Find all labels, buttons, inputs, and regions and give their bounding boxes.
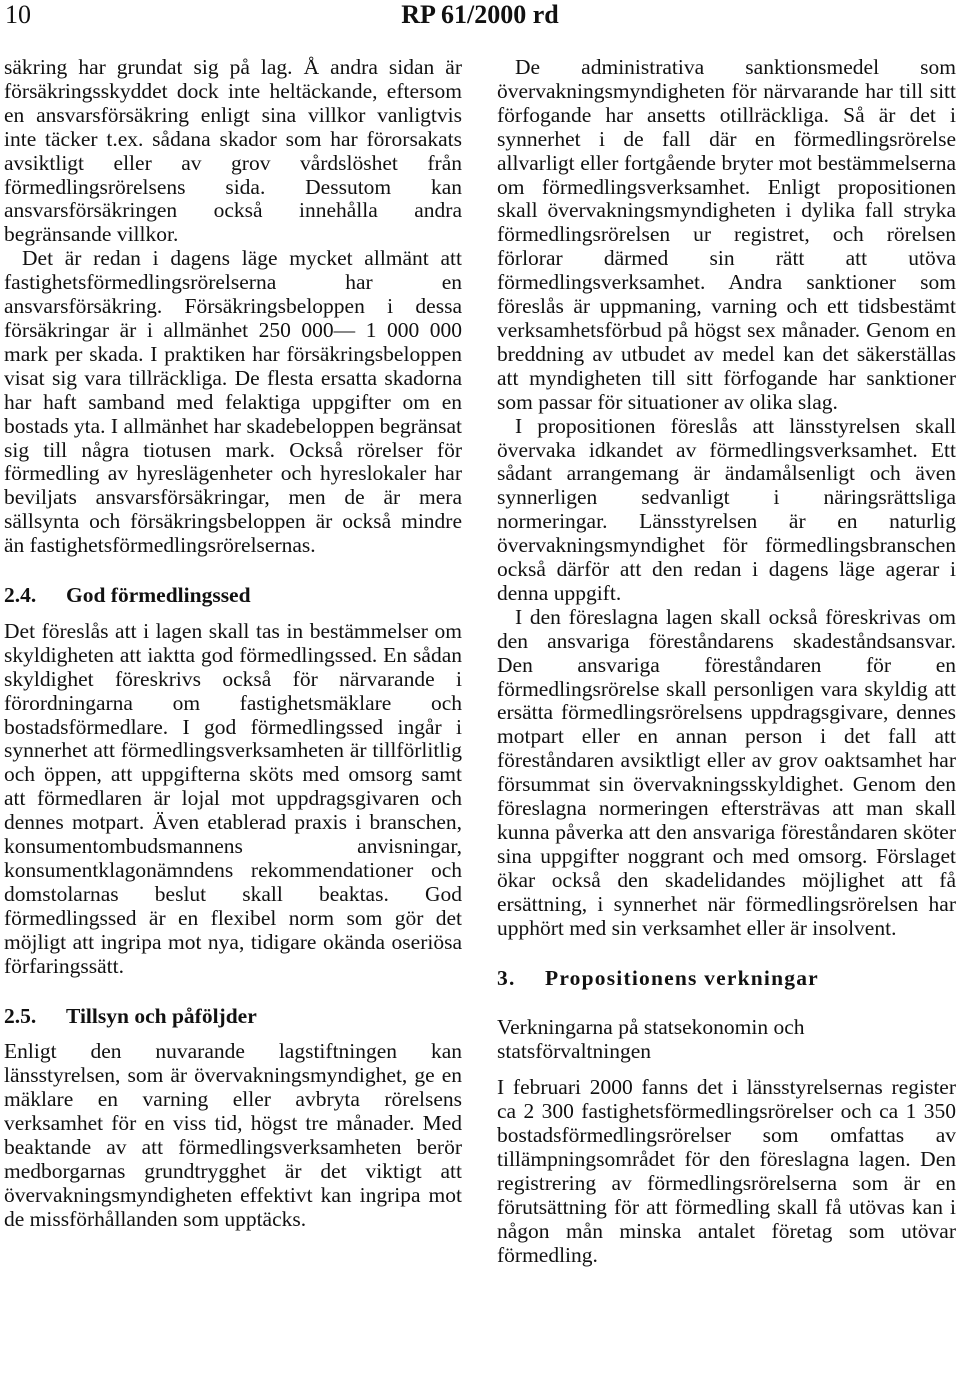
paragraph: säkring har grundat sig på lag. Å andra sidan är försäkringsskyddet dock inte heltäckande, eftersom en ansvarsförsäkring enligt sina villkor vanligtvis inte täcker t.ex. sådana skador som har förorsakats avsiktligt eller av grov vårdslöshet från förmedlingsrörelsens sida. Dessutom kan ansvarsförsäkringen också innehålla andra begränsande villkor. <box>4 55 462 247</box>
paragraph: De administrativa sanktionsmedel som övervakningsmyndigheten för närvarande har till sitt förfogande har ansetts otillräckliga. Så är det i synnerhet i de fall där en förmedlingsrörelse allvarligt eller fortgående bryter mot bestämmelserna om förmedlingsverksamhet. Enligt propositionen skall övervakningsmyndigheten i dylika fall stryka förmedlingsrörelsen ur registret, och rörelsen förlorar därmed sin rätt att utöva förmedlingsverksamhet. Andra sanktioner som föreslås är uppmaning, varning och ett tidsbestämt verksamhetsförbud på högst sex månader. Genom en breddning av utbudet av medel kan det säkerställas att myndigheten till sitt förfogande har sanktioner som passar för situationer av olika slag. <box>497 55 956 414</box>
section-number: 3. <box>497 965 516 990</box>
paragraph: I den föreslagna lagen skall också föreskrivas om den ansvariga föreståndarens skadeståndsansvar. Den ansvariga föreståndaren för en förmedlingsrörelse skall personligen vara skyldig att ersätta förmedlingsrörelsens uppdragsgivare, dennes motpart eller en annan person i det fall att föreståndaren avsiktligt eller av grov oaktsamhet har försummat sin övervakningsskyldighet. Genom den föreslagna normeringen eftersträvas att man skall kunna påverka att den ansvariga föreståndaren sköter sina uppgifter noggrant och med omsorg. Förslaget ökar också den skadelidandes möjlighet att få ersättning, i synnerhet när förmedlingsrörelsen har upphört med sin verksamhet eller är insolvent. <box>497 604 956 940</box>
section-heading-2-4 <box>4 584 462 608</box>
running-head: RP 61/2000 rd <box>401 0 559 29</box>
paragraph: I februari 2000 fanns det i länsstyrelsernas register ca 2 300 fastighetsförmedlingsrörelser och ca 1 350 bostadsförmedlingsrörelser som omfattas av tillämpningsområdet för den föreslagna lagen. Den registrering av förmedlingsrörelserna som är en förutsättning för att förmedling skall få utövas kan i någon mån minska antalet företag som utövar förmedling. <box>497 1075 956 1267</box>
section-number: 2.4. <box>4 583 37 608</box>
section-title: God förmedlingssed <box>66 583 251 608</box>
left-column <box>4 56 462 1232</box>
paragraph: I propositionen föreslås att länsstyrelsen skall övervaka idkandet av förmedlingsverksamhet. Ett sådant arrangemang är ändamålsenligt och även synnerligen sedvanligt i näringsrättsliga normeringar. Länsstyrelsen är en naturlig övervakningsmyndighet för förmedlingsbranschen också därför att den redan i dagens läge agerar i denna uppgift. <box>497 413 956 605</box>
section-title: Tillsyn och påföljder <box>66 1003 257 1028</box>
section-heading-2-5 <box>4 1005 462 1029</box>
section-title: Propositionens verkningar <box>545 965 819 990</box>
section-heading-3 <box>497 967 956 991</box>
paragraph: Det är redan i dagens läge mycket allmänt att fastighetsförmedlingsrörelserna har en ansvarsförsäkring. Försäkringsbeloppen i dessa försäkringar är i allmänhet 250 000— 1 000 000 mark per skada. I praktiken har försäkringsbeloppen visat sig vara tillräckliga. De flesta ersatta skadorna har haft samband med felaktiga uppgifter om en bostads yta. I allmänhet har skadebeloppen begränsat sig till några tiotusen mark. Också rörelser för förmedling av hyreslägenheter och hyreslokaler har beviljats ansvarsförsäkringar, men de är mera sällsynta och försäkringsbeloppen är också mindre än fastighetsförmedlingsrörelsernas. <box>4 246 462 558</box>
paragraph: Det föreslås att i lagen skall tas in bestämmelser om skyldigheten att iaktta god förmedlingssed. En sådan skyldighet föreskrivs också för närvarande i förordningarna om fastighetsmäklare och bostadsförmedlare. I god förmedlingssed ingår i synnerhet att förmedlingsverksamheten är tillförlitlig och öppen, att uppgifterna sköts med omsorg samt att förmedlaren är lojal mot uppdragsgivaren och dennes motpart. Även etablerad praxis i branschen, konsumentombudsmannens anvisningar, konsumentklagonämndens rekommendationer och domstolarnas beslut skall beaktas. God förmedlingssed är en flexibel norm som gör det möjligt att ingripa mot nya, tidigare okända oseriösa förfaringssätt. <box>4 618 462 978</box>
paragraph: Enligt den nuvarande lagstiftningen kan länsstyrelsen, som är övervakningsmyndighet, ge en mäklare en varning eller avbryta rörelsens verksamhet för en viss tid, högst tre månader. Med beaktande av att förmedlingsverksamheten berör medborgarnas grundtrygghet är det viktigt att övervakningsmyndigheten effektivt kan ingripa mot de missförhållanden som upptäcks. <box>4 1039 462 1231</box>
page-number: 10 <box>5 0 31 29</box>
subheading: Verkningarna på statsekonomin och statsförvaltningen <box>497 1015 805 1064</box>
right-column <box>497 56 956 1268</box>
section-number: 2.5. <box>4 1003 37 1028</box>
